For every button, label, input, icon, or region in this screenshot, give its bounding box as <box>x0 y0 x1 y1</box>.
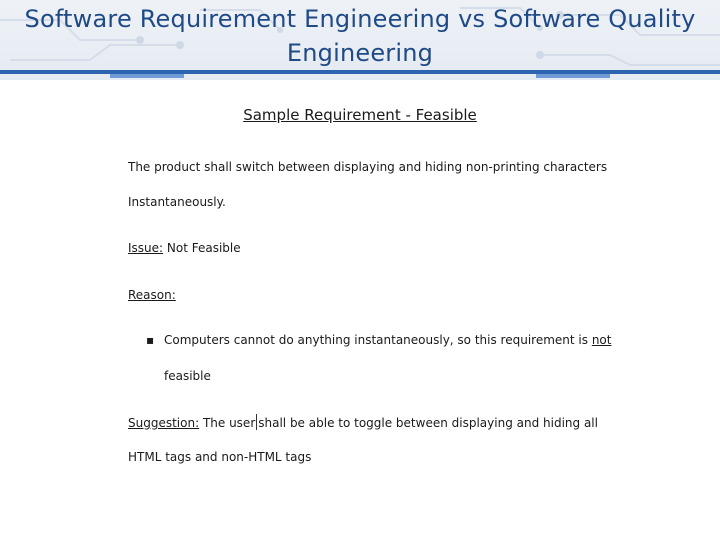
reason-bullet-text: Computers cannot do anything instantaneously, so this requirement is <box>164 333 592 347</box>
requirement-line-2: Instantaneously. <box>128 195 226 209</box>
reason-bullet-line-2: feasible <box>164 369 211 383</box>
issue-label: Issue: <box>128 241 164 255</box>
suggestion-line-1 <box>128 414 598 430</box>
document-subheading: Sample Requirement - Feasible <box>243 106 477 124</box>
title-underline-rule <box>0 70 720 74</box>
slide-header <box>0 0 720 80</box>
suggestion-label: Suggestion: <box>128 416 200 430</box>
suggestion-text-2: shall be able to toggle between displaying and hiding all <box>258 416 598 430</box>
requirement-line-1: The product shall switch between displaying and hiding non-printing characters <box>128 160 608 174</box>
rule-accent-right <box>536 74 610 78</box>
reason-label: Reason: <box>128 288 176 302</box>
issue-line <box>128 241 241 255</box>
issue-text: Not Feasible <box>163 241 241 255</box>
rule-accent-left <box>110 74 184 78</box>
bullet-marker: ▪ <box>146 333 155 347</box>
suggestion-line-2: HTML tags and non-HTML tags <box>128 450 312 464</box>
suggestion-text-1: The user <box>199 416 256 430</box>
slide-title: Software Requirement Engineering vs Software Quality Engineering <box>24 5 696 67</box>
reason-bullet-not: not <box>591 333 612 347</box>
reason-bullet-line-1 <box>164 333 611 347</box>
